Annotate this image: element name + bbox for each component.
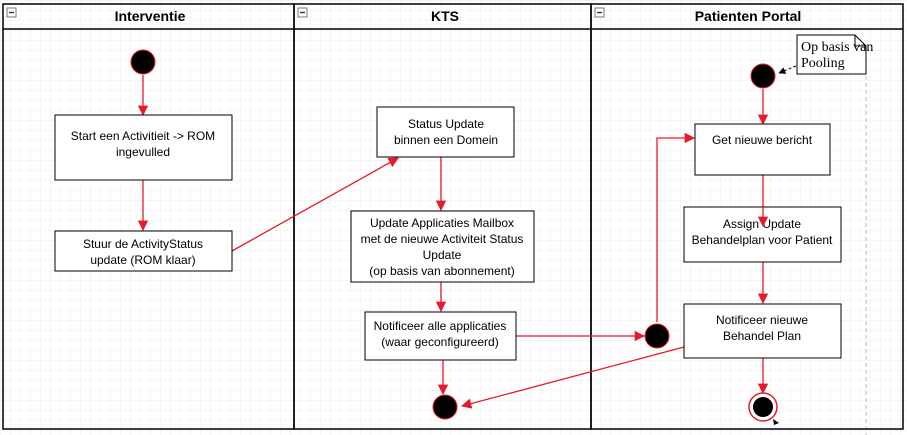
action-status-update-line-1: Status Update <box>407 117 485 131</box>
action-update-mailbox-line-1: Update Applicaties Mailbox <box>369 216 515 230</box>
action-assign-update-line-2: Behandelplan voor Patient <box>691 233 833 247</box>
lane-title-patienten-portal: Patienten Portal <box>694 8 802 24</box>
action-stuur-status-line-1: Stuur de ActivityStatus <box>82 237 204 251</box>
note-pooling[interactable] <box>797 35 873 74</box>
action-start-activiteit-line-2: ingevulled <box>115 145 171 159</box>
collapse-lane-portal-button[interactable] <box>595 8 604 17</box>
action-stuur-status[interactable] <box>55 231 232 271</box>
lane-title-interventie: Interventie <box>114 8 186 24</box>
action-start-activiteit[interactable] <box>55 115 232 180</box>
action-start-activiteit-line-1: Start een Activitieit -> ROM <box>70 129 216 143</box>
action-update-mailbox-line-3: Update <box>422 248 462 262</box>
action-notificeer-applicaties-line-2: (waar geconfigureerd) <box>381 335 499 349</box>
action-get-bericht-label: Get nieuwe bericht <box>711 133 813 147</box>
final-node-portal[interactable] <box>749 393 777 421</box>
action-status-update[interactable] <box>377 107 514 157</box>
action-update-mailbox-line-4: (op basis van abonnement) <box>369 264 515 278</box>
end-node-kts[interactable] <box>433 395 457 419</box>
action-notificeer-behandelplan-line-2: Behandel Plan <box>722 329 802 343</box>
note-pooling-line-1: Op basis van <box>801 40 874 55</box>
action-assign-update-line-1: Assign Update <box>722 217 802 231</box>
collapse-lane-interventie-button[interactable] <box>7 8 16 17</box>
note-pooling-line-2: Pooling <box>801 56 845 71</box>
action-get-bericht[interactable] <box>695 124 830 175</box>
action-notificeer-applicaties-line-1: Notificeer alle applicaties <box>373 319 507 333</box>
action-notificeer-behandelplan-line-1: Notificeer nieuwe <box>715 313 809 327</box>
collapse-lane-kts-button[interactable] <box>298 8 307 17</box>
start-node-portal[interactable] <box>751 64 775 88</box>
action-update-mailbox[interactable] <box>351 211 534 282</box>
action-stuur-status-line-2: update (ROM klaar) <box>90 253 196 267</box>
action-notificeer-applicaties[interactable] <box>365 312 516 360</box>
start-node-interventie[interactable] <box>131 50 155 74</box>
lane-title-kts: KTS <box>431 8 459 24</box>
action-update-mailbox-line-2: met de nieuwe Activiteit Status <box>360 232 524 246</box>
action-notificeer-behandelplan[interactable] <box>684 304 841 358</box>
action-status-update-line-2: binnen een Domein <box>393 133 499 147</box>
fork-node-portal[interactable] <box>645 324 669 348</box>
